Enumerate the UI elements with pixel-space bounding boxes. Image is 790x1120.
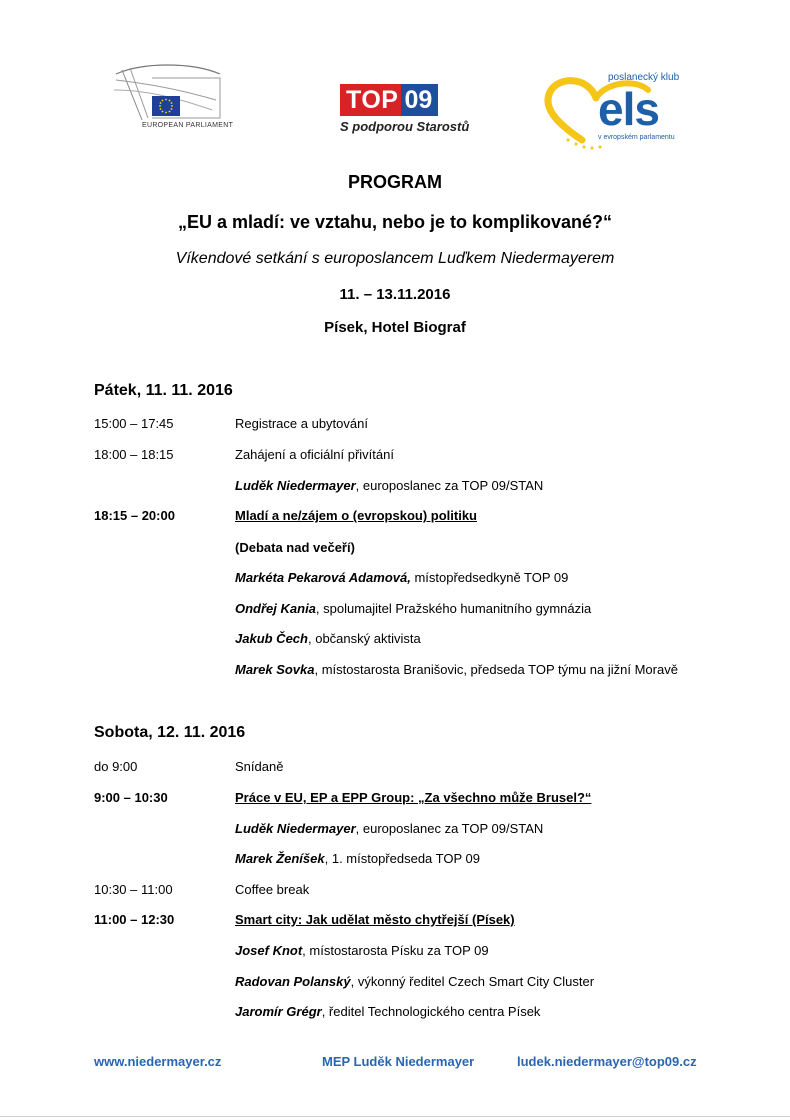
speaker-role: , místostarosta Písku za TOP 09 <box>302 943 489 958</box>
row-time: 10:30 – 11:00 <box>94 882 173 897</box>
parliament-building-icon <box>112 60 230 122</box>
row-time: 9:00 – 10:30 <box>94 790 168 805</box>
speaker-row <box>0 943 790 963</box>
speaker-name: Luděk Niedermayer <box>235 821 356 836</box>
els-subtitle: v evropském parlamentu <box>598 134 675 141</box>
event-subtitle: Víkendové setkání s europoslancem Luďkem Niedermayerem <box>175 250 615 267</box>
speaker-role: místopředsedkyně TOP 09 <box>410 570 569 585</box>
speaker-name: Jakub Čech <box>235 631 308 646</box>
ep-caption: EUROPEAN PARLIAMENT <box>142 122 234 129</box>
speaker-row <box>0 631 790 651</box>
program-heading: PROGRAM <box>348 172 442 192</box>
session-title: Mladí a ne/zájem o (evropskou) politiku <box>235 508 477 523</box>
row-text: (Debata nad večeří) <box>235 540 355 555</box>
speaker-row <box>0 570 790 590</box>
footer-mep-name: MEP Luděk Niedermayer <box>322 1054 475 1069</box>
speaker-name: Radovan Polanský <box>235 974 351 989</box>
row-text: Registrace a ubytování <box>235 416 368 431</box>
top09-logo <box>340 84 470 144</box>
top09-tagline: S podporou Starostů <box>340 119 470 134</box>
top09-09-text: 09 <box>401 84 438 116</box>
footer-website-link[interactable]: www.niedermayer.cz <box>94 1054 222 1069</box>
footer <box>0 1054 790 1074</box>
session-title: Práce v EU, EP a EPP Group: „Za všechno může Brusel?“ <box>235 790 592 805</box>
speaker-row <box>0 821 790 841</box>
event-title: „EU a mladí: ve vztahu, nebo je to komplikované?“ <box>177 212 613 232</box>
speaker-name: Marek Ženíšek <box>235 851 325 866</box>
speaker-name: Luděk Niedermayer <box>235 478 356 493</box>
friday-heading: Pátek, 11. 11. 2016 <box>94 382 233 399</box>
speaker-row <box>0 478 790 498</box>
row-text: Coffee break <box>235 882 310 897</box>
row-time: do 9:00 <box>94 759 138 774</box>
speaker-role: , místostarosta Branišovic, předseda TOP týmu na jižní Moravě <box>314 662 678 677</box>
els-logo <box>538 68 688 152</box>
speaker-role: , občanský aktivista <box>307 631 421 646</box>
saturday-heading: Sobota, 12. 11. 2016 <box>94 724 246 741</box>
row-text: Snídaně <box>235 759 284 774</box>
row-time: 18:00 – 18:15 <box>94 447 174 462</box>
event-dates: 11. – 13.11.2016 <box>339 286 451 303</box>
speaker-name: Jaromír Grégr <box>235 1004 322 1019</box>
european-parliament-logo <box>112 60 234 132</box>
speaker-name: Josef Knot <box>235 943 303 958</box>
speaker-role: , europoslanec za TOP 09/STAN <box>355 478 544 493</box>
row-time: 15:00 – 17:45 <box>94 416 174 431</box>
els-wordmark: els <box>598 83 659 135</box>
session-row <box>0 508 790 528</box>
speaker-row <box>0 851 790 871</box>
session-row <box>0 790 790 810</box>
row-text: Zahájení a oficiální přivítání <box>235 447 394 462</box>
speaker-name: Marek Sovka <box>235 662 315 677</box>
els-club-label: poslanecký klub <box>608 72 680 83</box>
schedule-row <box>0 759 790 779</box>
row-time: 18:15 – 20:00 <box>94 508 175 523</box>
footer-email-link[interactable]: ludek.niedermayer@top09.cz <box>517 1054 697 1069</box>
speaker-name: Ondřej Kania <box>235 601 316 616</box>
speaker-role: , europoslanec za TOP 09/STAN <box>355 821 544 836</box>
speaker-role: , 1. místopředseda TOP 09 <box>324 851 480 866</box>
speaker-name: Markéta Pekarová Adamová, <box>235 570 411 585</box>
speaker-row <box>0 1004 790 1024</box>
speaker-role: , spolumajitel Pražského humanitního gymnázia <box>315 601 592 616</box>
speaker-row <box>0 974 790 994</box>
schedule-row <box>0 447 790 467</box>
speaker-row <box>0 601 790 621</box>
page-bottom-divider <box>0 1116 790 1117</box>
speaker-row <box>0 662 790 682</box>
speaker-role: , výkonný ředitel Czech Smart City Cluster <box>350 974 595 989</box>
top09-top-text: TOP <box>340 84 401 116</box>
session-row <box>0 912 790 932</box>
logo-bar <box>0 60 790 150</box>
schedule-row <box>0 416 790 436</box>
session-title: Smart city: Jak udělat město chytřejší (Písek) <box>235 912 515 927</box>
schedule-row <box>0 882 790 902</box>
row-time: 11:00 – 12:30 <box>94 912 175 927</box>
speaker-role: , ředitel Technologického centra Písek <box>321 1004 541 1019</box>
session-note <box>0 540 790 560</box>
event-place: Písek, Hotel Biograf <box>324 319 466 336</box>
